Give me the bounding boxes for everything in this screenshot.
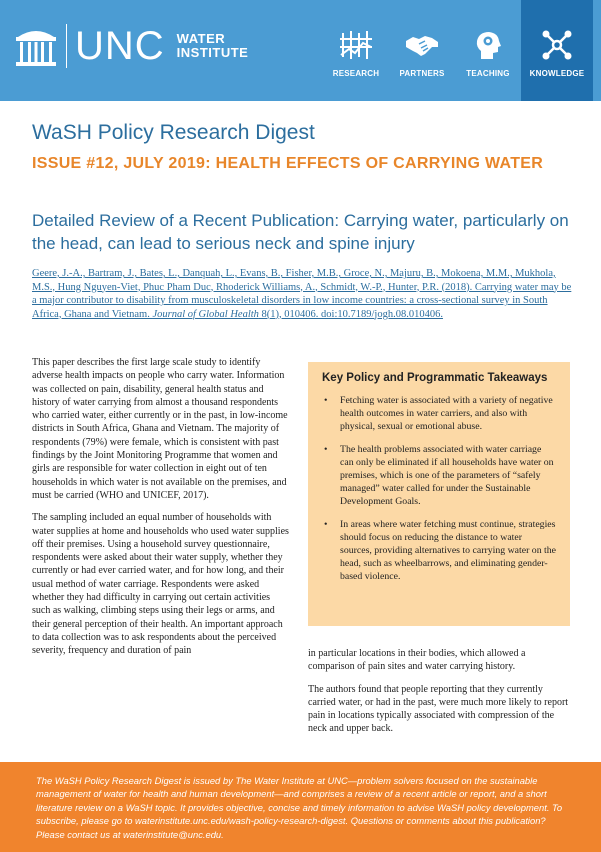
head-gear-icon xyxy=(471,29,505,61)
logo-sub-line1: WATER xyxy=(176,31,226,46)
header-bar xyxy=(0,0,601,101)
takeaways-list xyxy=(320,394,556,584)
logo-unc-text: UNC xyxy=(75,24,165,68)
nav-label-knowledge: KNOWLEDGE xyxy=(529,69,585,78)
citation-journal: Journal of Global Health xyxy=(152,308,259,320)
body-paragraph: The sampling included an equal number of households with water supplies at home and households who used water supplies off their premises. Using a household survey questionnaire, respondents were asked about their water supply, whether they currently or had ever carried water, and for how long, and their usual method of water carriage. Respondents were asked whether they had difficulty in carrying out certain activities such as walking, climbing steps using their legs or arms, and their general perception of their health. An important approach to data collection was to ask respondents about the perceived severity, frequency and duration of pain xyxy=(32,512,289,657)
footer-text: The WaSH Policy Research Digest is issued by The Water Institute at UNC—problem solvers focused on the sustainable management of water for health and human development—and comprises a review of a recent article or report, and a short literature review on a WaSH topic. It provides objective, concise and timely information to advise WaSH policy development. To subscribe, please go to waterinstitute.unc.edu/wash-policy-research-digest. Questions or comments about this publication? Please contact us at waterinstitute@unc.edu. xyxy=(36,775,563,840)
main-nav xyxy=(323,0,593,101)
takeaways-title: Key Policy and Programmatic Takeaways xyxy=(322,372,548,384)
old-well-icon xyxy=(12,23,60,69)
nav-item-teaching[interactable] xyxy=(455,0,521,101)
bullet-icon: • xyxy=(324,395,328,406)
footer-bar xyxy=(0,762,601,852)
logo-subtitle xyxy=(177,32,249,60)
citation-tail: 8(1), 010406. doi:10.7189/jogh.08.010406. xyxy=(258,308,443,320)
nav-label-teaching: TEACHING xyxy=(466,69,510,78)
logo-sub-line2: INSTITUTE xyxy=(176,45,249,60)
takeaways-box xyxy=(308,362,570,626)
nav-label-research: RESEARCH xyxy=(332,69,380,78)
unc-water-institute-logo[interactable] xyxy=(12,22,248,70)
body-paragraph: in particular locations in their bodies, which allowed a comparison of pain sites and water carrying history. xyxy=(308,648,526,673)
handshake-icon xyxy=(405,29,439,61)
issue-title: ISSUE #12, JULY 2019: HEALTH EFFECTS OF CARRYING WATER xyxy=(32,155,544,172)
nav-label-partners: PARTNERS xyxy=(399,69,445,78)
takeaway-text: Fetching water is associated with a variety of negative health outcomes in water carriers, and also with physical, sexual or emotional abuse. xyxy=(340,395,553,433)
bullet-icon: • xyxy=(324,443,328,455)
digest-title: WaSH Policy Research Digest xyxy=(32,121,315,144)
logo-divider xyxy=(66,24,67,68)
body-paragraph: This paper describes the first large scale study to identify adverse health impacts on people who carry water. Information was collected on pain, disability, general health status and history of water carrying from almost a thousand respondents who carried water, either currently or in the past, in low-income districts in South Africa, Ghana and Vietnam. The majority of respondents (79%) were female, which is consistent with past findings by the Joint Monitoring Programme that women and girls are responsible for water collection in eight out of ten households in which water is not available on the premises, and must be carried (WHO and UNICEF, 2017). xyxy=(32,357,288,501)
takeaway-item xyxy=(320,443,556,509)
network-icon xyxy=(540,29,574,61)
body-right-column xyxy=(308,647,570,745)
takeaway-item xyxy=(320,518,556,584)
bullet-icon: • xyxy=(324,518,328,530)
nav-item-knowledge[interactable] xyxy=(521,0,593,101)
nav-item-partners[interactable] xyxy=(389,0,455,101)
review-title: Detailed Review of a Recent Publication: Carrying water, particularly on the head, can lead to serious neck and spine injury xyxy=(32,211,569,253)
body-paragraph: The authors found that people reporting that they currently carried water, or had in the past, were much more likely to report pain in locations typically associated with compression of the neck and upper back. xyxy=(308,683,569,735)
takeaway-text: In areas where water fetching must continue, strategies should focus on reducing the distance to water sources, providing alternatives to carrying water on the head, such as wheelbarrows, and eliminating gender-based violence. xyxy=(340,518,557,583)
takeaway-text: The health problems associated with water carriage can only be eliminated if all households have water on premises, which is one of the parameters of “safely managed” water called for under the Sustainable Development Goals. xyxy=(340,443,554,508)
citation-text: Geere, J.-A., Bartram, J., Bates, L., Danquah, L., Evans, B., Fisher, M.B., Groce, N., Majuru, B., Mokoena, M.M., Mukhola, M.S., Hung Nguyen-Viet, Phuc Pham Duc, Rhoderick Williams, A., Schmidt, W.-P., Hunter, P.R. (2018). Carrying water may be a major contributor to disability from musculoskeletal disorders in low income countries: a cross-sectional survey in South Africa, Ghana and Vietnam. xyxy=(32,268,572,320)
nav-item-research[interactable] xyxy=(323,0,389,101)
body-left-column xyxy=(32,356,290,667)
takeaway-item xyxy=(320,394,556,434)
research-icon xyxy=(339,29,373,61)
citation-link[interactable] xyxy=(32,267,577,321)
